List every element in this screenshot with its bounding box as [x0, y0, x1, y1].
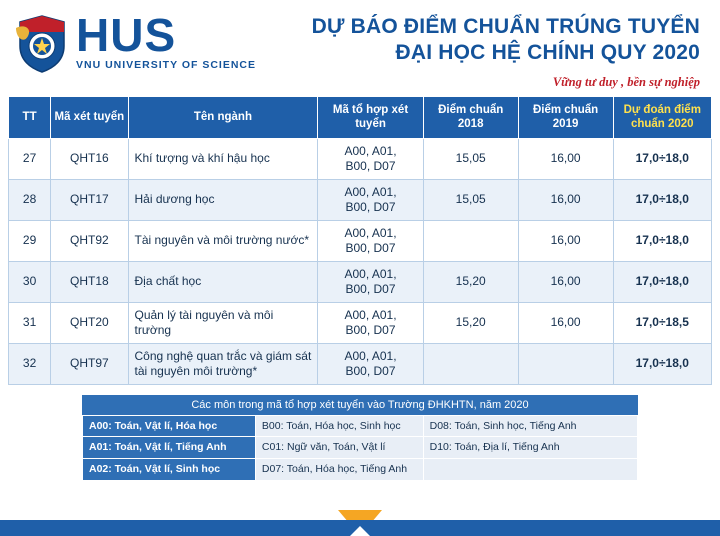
cell-2019 [518, 343, 613, 384]
combo-line-1: A00, A01, [344, 143, 397, 158]
cell-2019: 16,00 [518, 220, 613, 261]
cell-tt: 31 [9, 302, 51, 343]
scores-table [8, 96, 712, 385]
title-block [256, 8, 706, 90]
cell-2018: 15,20 [423, 261, 518, 302]
combo-line-2: B00, D07 [345, 363, 396, 378]
slogan-text: Vững tư duy , bền sự nghiệp [552, 74, 700, 89]
combo-line-2: B00, D07 [345, 281, 396, 296]
combo-line-2: B00, D07 [345, 199, 396, 214]
cell-combo [318, 138, 423, 179]
university-seal-icon [14, 12, 70, 76]
cell-code: QHT18 [51, 261, 128, 302]
combo-line-1: A00, A01, [344, 184, 397, 199]
combo-line-2: B00, D07 [345, 158, 396, 173]
legend-cell-d10: D10: Toán, Địa lí, Tiếng Anh [423, 437, 637, 459]
legend-cell-a01: A01: Toán, Vật lí, Tiếng Anh [83, 437, 256, 459]
cell-code: QHT17 [51, 179, 128, 220]
column-header-code: Mã xét tuyển [51, 97, 128, 139]
legend-row [83, 458, 638, 480]
table-row [9, 179, 712, 220]
cell-name: Quản lý tài nguyên và môi trường [128, 302, 318, 343]
scores-table-wrap [0, 96, 720, 385]
cell-prediction: 17,0÷18,0 [613, 138, 711, 179]
table-header-row [9, 97, 712, 139]
cell-name: Tài nguyên và môi trường nước* [128, 220, 318, 261]
table-row [9, 261, 712, 302]
cell-2019: 16,00 [518, 138, 613, 179]
page-title-line-1: DỰ BÁO ĐIỂM CHUẨN TRÚNG TUYỂN [311, 15, 700, 38]
cell-tt: 27 [9, 138, 51, 179]
cell-combo [318, 179, 423, 220]
combo-line-2: B00, D07 [345, 240, 396, 255]
cell-code: QHT97 [51, 343, 128, 384]
table-row [9, 302, 712, 343]
cell-2018 [423, 220, 518, 261]
legend-cell-a02: A02: Toán, Vật lí, Sinh học [83, 458, 256, 480]
cell-tt: 32 [9, 343, 51, 384]
column-header-2018: Điểm chuẩn 2018 [423, 97, 518, 139]
cell-combo [318, 343, 423, 384]
legend-cell-b00: B00: Toán, Hóa học, Sinh học [255, 415, 423, 437]
legend-table [82, 415, 638, 481]
table-row [9, 343, 712, 384]
cell-name: Công nghệ quan trắc và giám sát tài nguyên môi trường* [128, 343, 318, 384]
combo-line-1: A00, A01, [344, 348, 397, 363]
column-header-name: Tên ngành [128, 97, 318, 139]
column-header-combo: Mã tổ hợp xét tuyển [318, 97, 423, 139]
cell-name: Hải dương học [128, 179, 318, 220]
legend-cell-a00: A00: Toán, Vật lí, Hóa học [83, 415, 256, 437]
legend-row [83, 415, 638, 437]
legend-cell-d07: D07: Toán, Hóa học, Tiếng Anh [255, 458, 423, 480]
cell-code: QHT92 [51, 220, 128, 261]
cell-combo [318, 302, 423, 343]
cell-code: QHT16 [51, 138, 128, 179]
cell-prediction: 17,0÷18,5 [613, 302, 711, 343]
combo-line-1: A00, A01, [344, 307, 397, 322]
logo-wordmark: HUS [76, 9, 177, 61]
ribbon-notch [350, 526, 370, 536]
cell-prediction: 17,0÷18,0 [613, 179, 711, 220]
page-title-line-2: ĐẠI HỌC HỆ CHÍNH QUY 2020 [395, 41, 700, 65]
legend-title: Các môn trong mã tổ hợp xét tuyển vào Trường ĐHKHTN, năm 2020 [82, 395, 638, 415]
cell-combo [318, 261, 423, 302]
cell-2018: 15,05 [423, 179, 518, 220]
column-header-2019: Điểm chuẩn 2019 [518, 97, 613, 139]
table-row [9, 220, 712, 261]
cell-tt: 28 [9, 179, 51, 220]
column-header-tt: TT [9, 97, 51, 139]
combo-line-1: A00, A01, [344, 225, 397, 240]
cell-2019: 16,00 [518, 302, 613, 343]
logo-subtitle: VNU UNIVERSITY OF SCIENCE [76, 59, 256, 71]
combo-line-2: B00, D07 [345, 322, 396, 337]
footer-decoration [0, 510, 720, 536]
legend-cell-empty [423, 458, 637, 480]
legend-row [83, 437, 638, 459]
cell-2019: 16,00 [518, 261, 613, 302]
cell-tt: 30 [9, 261, 51, 302]
cell-name: Địa chất học [128, 261, 318, 302]
legend-cell-d08: D08: Toán, Sinh học, Tiếng Anh [423, 415, 637, 437]
cell-2018: 15,05 [423, 138, 518, 179]
cell-2018 [423, 343, 518, 384]
table-row [9, 138, 712, 179]
combo-line-1: A00, A01, [344, 266, 397, 281]
cell-tt: 29 [9, 220, 51, 261]
page-header [0, 0, 720, 96]
cell-prediction: 17,0÷18,0 [613, 261, 711, 302]
brand-logo [14, 8, 256, 76]
subject-combination-legend [82, 395, 638, 481]
cell-2019: 16,00 [518, 179, 613, 220]
cell-2018: 15,20 [423, 302, 518, 343]
column-header-prediction: Dự đoán điểm chuẩn 2020 [613, 97, 711, 139]
cell-code: QHT20 [51, 302, 128, 343]
cell-combo [318, 220, 423, 261]
cell-name: Khí tượng và khí hậu học [128, 138, 318, 179]
cell-prediction: 17,0÷18,0 [613, 220, 711, 261]
cell-prediction: 17,0÷18,0 [613, 343, 711, 384]
legend-cell-c01: C01: Ngữ văn, Toán, Vật lí [255, 437, 423, 459]
